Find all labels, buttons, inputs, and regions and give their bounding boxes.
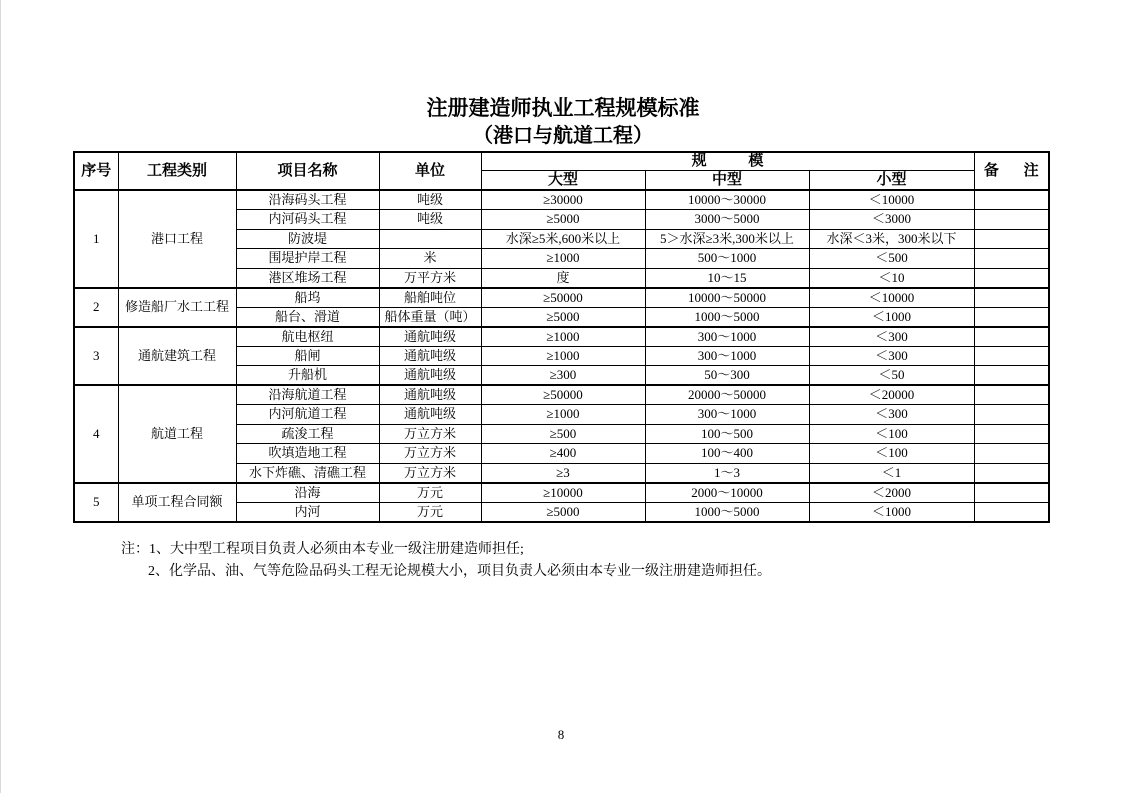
remark-cell xyxy=(974,346,1049,366)
item-name: 航电枢纽 xyxy=(236,327,379,347)
medium-value: 50～300 xyxy=(645,366,809,386)
header-medium: 中型 xyxy=(645,170,809,190)
remark-cell xyxy=(974,190,1049,210)
item-name: 港区堆场工程 xyxy=(236,268,379,288)
group-no: 3 xyxy=(74,327,118,386)
header-remark: 备 注 xyxy=(974,152,1049,190)
header-item: 项目名称 xyxy=(236,152,379,190)
medium-value: 100～400 xyxy=(645,444,809,464)
remark-cell xyxy=(974,385,1049,405)
unit: 万元 xyxy=(379,483,481,503)
remark-cell xyxy=(974,405,1049,425)
remark-cell xyxy=(974,444,1049,464)
small-value: ＜20000 xyxy=(809,385,974,405)
small-value: ＜300 xyxy=(809,346,974,366)
large-value: ≥300 xyxy=(481,366,645,386)
small-value: ＜100 xyxy=(809,424,974,444)
table-row xyxy=(74,288,1049,308)
medium-value: 1000～5000 xyxy=(645,307,809,327)
item-name: 疏浚工程 xyxy=(236,424,379,444)
remark-cell xyxy=(974,229,1049,249)
item-name: 内河航道工程 xyxy=(236,405,379,425)
medium-value: 300～1000 xyxy=(645,327,809,347)
item-name: 升船机 xyxy=(236,366,379,386)
scale-standard-table xyxy=(73,151,1050,523)
remark-cell xyxy=(974,288,1049,308)
remark-cell xyxy=(974,210,1049,230)
small-value: ＜10 xyxy=(809,268,974,288)
remark-cell xyxy=(974,483,1049,503)
large-value: ≥1000 xyxy=(481,405,645,425)
large-value: ≥500 xyxy=(481,424,645,444)
table-row xyxy=(74,190,1049,210)
group-no: 4 xyxy=(74,385,118,483)
item-name: 内河 xyxy=(236,502,379,522)
group-category: 航道工程 xyxy=(118,385,236,483)
small-value: ＜2000 xyxy=(809,483,974,503)
remark-cell xyxy=(974,249,1049,269)
unit: 万元 xyxy=(379,502,481,522)
item-name: 防波堤 xyxy=(236,229,379,249)
large-value: 水深≥5米,600米以上 xyxy=(481,229,645,249)
item-name: 吹填造地工程 xyxy=(236,444,379,464)
group-category: 修造船厂水工工程 xyxy=(118,288,236,327)
unit xyxy=(379,229,481,249)
medium-value: 10～15 xyxy=(645,268,809,288)
unit: 船体重量（吨） xyxy=(379,307,481,327)
table-row xyxy=(74,327,1049,347)
medium-value: 100～500 xyxy=(645,424,809,444)
remark-cell xyxy=(974,424,1049,444)
header-category: 工程类别 xyxy=(118,152,236,190)
item-name: 船坞 xyxy=(236,288,379,308)
page-title: 注册建造师执业工程规模标准 xyxy=(426,96,700,120)
unit: 万立方米 xyxy=(379,444,481,464)
header-no: 序号 xyxy=(74,152,118,190)
unit: 通航吨级 xyxy=(379,405,481,425)
small-value: ＜10000 xyxy=(809,190,974,210)
small-value: ＜300 xyxy=(809,405,974,425)
medium-value: 500～1000 xyxy=(645,249,809,269)
group-no: 5 xyxy=(74,483,118,522)
unit: 船舶吨位 xyxy=(379,288,481,308)
large-value: ≥1000 xyxy=(481,346,645,366)
medium-value: 20000～50000 xyxy=(645,385,809,405)
unit: 通航吨级 xyxy=(379,327,481,347)
item-name: 沿海航道工程 xyxy=(236,385,379,405)
unit: 万平方米 xyxy=(379,268,481,288)
item-name: 水下炸礁、清礁工程 xyxy=(236,463,379,483)
medium-value: 300～1000 xyxy=(645,405,809,425)
header-large: 大型 xyxy=(481,170,645,190)
small-value: ＜3000 xyxy=(809,210,974,230)
unit: 万立方米 xyxy=(379,463,481,483)
item-name: 沿海码头工程 xyxy=(236,190,379,210)
unit: 吨级 xyxy=(379,190,481,210)
unit: 万立方米 xyxy=(379,424,481,444)
small-value: ＜50 xyxy=(809,366,974,386)
group-category: 港口工程 xyxy=(118,190,236,288)
small-value: ＜300 xyxy=(809,327,974,347)
unit: 通航吨级 xyxy=(379,385,481,405)
unit: 米 xyxy=(379,249,481,269)
medium-value: 2000～10000 xyxy=(645,483,809,503)
page-number: 8 xyxy=(557,727,565,742)
item-name: 船台、滑道 xyxy=(236,307,379,327)
group-no: 1 xyxy=(74,190,118,288)
small-value: ＜10000 xyxy=(809,288,974,308)
medium-value: 300～1000 xyxy=(645,346,809,366)
table-row xyxy=(74,385,1049,405)
large-value: ≥5000 xyxy=(481,502,645,522)
large-value: ≥5000 xyxy=(481,307,645,327)
note-line-2: 2、化学品、油、气等危险品码头工程无论规模大小，项目负责人必须由本专业一级注册建造师担任。 xyxy=(148,564,771,579)
group-category: 单项工程合同额 xyxy=(118,483,236,522)
small-value: ＜1000 xyxy=(809,307,974,327)
medium-value: 10000～30000 xyxy=(645,190,809,210)
header-unit: 单位 xyxy=(379,152,481,190)
small-value: ＜500 xyxy=(809,249,974,269)
medium-value: 3000～5000 xyxy=(645,210,809,230)
unit: 吨级 xyxy=(379,210,481,230)
header-scale: 规 模 xyxy=(481,152,974,170)
item-name: 船闸 xyxy=(236,346,379,366)
group-category: 通航建筑工程 xyxy=(118,327,236,386)
group-no: 2 xyxy=(74,288,118,327)
medium-value: 1～3 xyxy=(645,463,809,483)
remark-cell xyxy=(974,327,1049,347)
table-row xyxy=(74,483,1049,503)
remark-cell xyxy=(974,463,1049,483)
large-value: ≥1000 xyxy=(481,249,645,269)
medium-value: 5＞水深≥3米,300米以上 xyxy=(645,229,809,249)
small-value: ＜1000 xyxy=(809,502,974,522)
header-small: 小型 xyxy=(809,170,974,190)
remark-cell xyxy=(974,307,1049,327)
large-value: ≥30000 xyxy=(481,190,645,210)
medium-value: 10000～50000 xyxy=(645,288,809,308)
item-name: 沿海 xyxy=(236,483,379,503)
large-value: ≥3 xyxy=(481,463,645,483)
large-value: 度 xyxy=(481,268,645,288)
small-value: ＜100 xyxy=(809,444,974,464)
large-value: ≥50000 xyxy=(481,288,645,308)
large-value: ≥1000 xyxy=(481,327,645,347)
item-name: 内河码头工程 xyxy=(236,210,379,230)
large-value: ≥50000 xyxy=(481,385,645,405)
remark-cell xyxy=(974,366,1049,386)
header-row xyxy=(74,152,1049,170)
page-subtitle: （港口与航道工程） xyxy=(473,125,653,147)
small-value: ＜1 xyxy=(809,463,974,483)
medium-value: 1000～5000 xyxy=(645,502,809,522)
large-value: ≥10000 xyxy=(481,483,645,503)
note-line-1: 注：1、大中型工程项目负责人必须由本专业一级注册建造师担任; xyxy=(121,542,524,557)
large-value: ≥5000 xyxy=(481,210,645,230)
unit: 通航吨级 xyxy=(379,366,481,386)
large-value: ≥400 xyxy=(481,444,645,464)
item-name: 围堤护岸工程 xyxy=(236,249,379,269)
remark-cell xyxy=(974,268,1049,288)
small-value: 水深＜3米，300米以下 xyxy=(809,229,974,249)
remark-cell xyxy=(974,502,1049,522)
unit: 通航吨级 xyxy=(379,346,481,366)
